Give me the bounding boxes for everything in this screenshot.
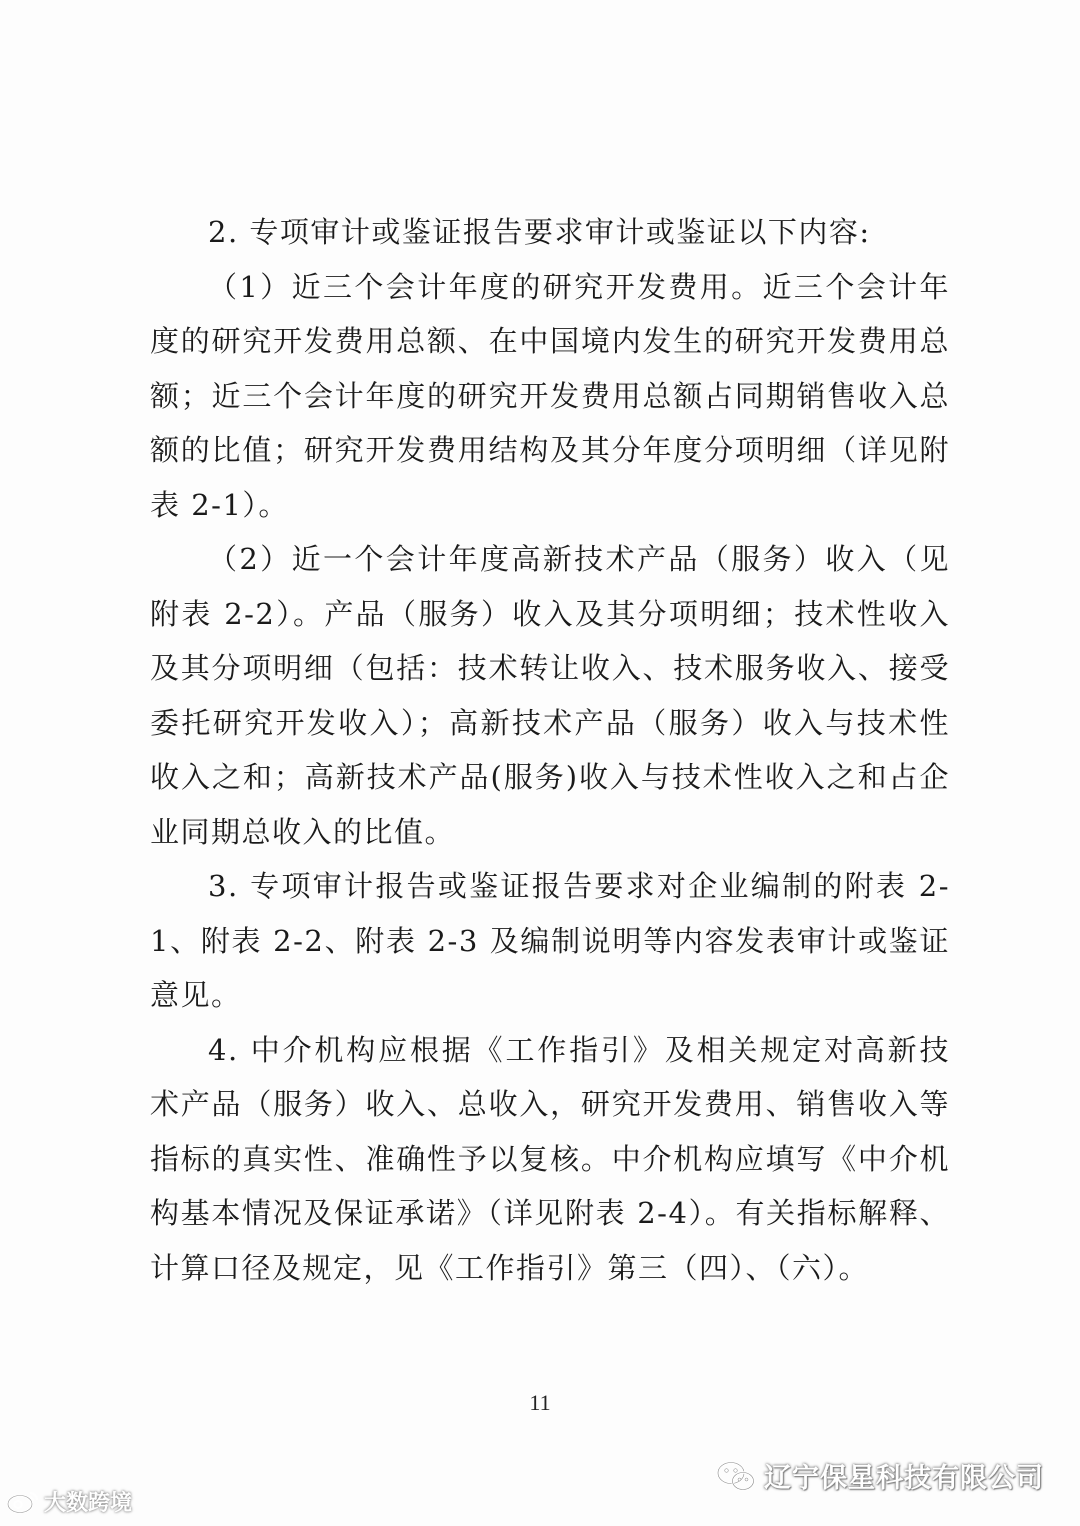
page-number: 11 [529,1390,551,1415]
paragraph-subitem-1: （1）近三个会计年度的研究开发费用。近三个会计年度的研究开发费用总额、在中国境内发生的研究开发费用总额；近三个会计年度的研究开发费用总额占同期销售收入总额的比值；研究开发费用结构及其分年度分项明细（详见附表 2-1）。 [150,269,950,522]
document-body [150,205,950,1295]
paragraph-item-3: 3. 专项审计报告或鉴证报告要求对企业编制的附表 2-1、附表 2-2、附表 2-3 及编制说明等内容发表审计或鉴证意见。 [150,869,950,1012]
paragraph-item-4: 4. 中介机构应根据《工作指引》及相关规定对高新技术产品（服务）收入、总收入，研究开发费用、销售收入等指标的真实性、准确性予以复核。中介机构应填写《中介机构基本情况及保证承诺》（详见附表 2-4）。有关指标解释、计算口径及规定，见《工作指引》第三（四）、（六）。 [150,1032,950,1285]
paragraph-subitem-2: （2）近一个会计年度高新技术产品（服务）收入（见附表 2-2）。产品（服务）收入及其分项明细；技术性收入及其分项明细（包括：技术转让收入、技术服务收入、接受委托研究开发收入）；高新技术产品（服务）收入与技术性收入之和；高新技术产品(服务)收入与技术性收入之和占企业同期总收入的比值。 [150,542,950,849]
weibo-logo-icon [6,1489,40,1515]
watermark-left [6,1486,132,1517]
watermark-right [716,1456,1044,1495]
watermark-right-text: 辽宁保星科技有限公司 [764,1463,1044,1494]
paragraph-item-2: 2. 专项审计或鉴证报告要求审计或鉴证以下内容: [208,215,871,249]
watermark-left-text: 大数跨境 [44,1491,133,1516]
wechat-logo-icon [716,1460,756,1492]
